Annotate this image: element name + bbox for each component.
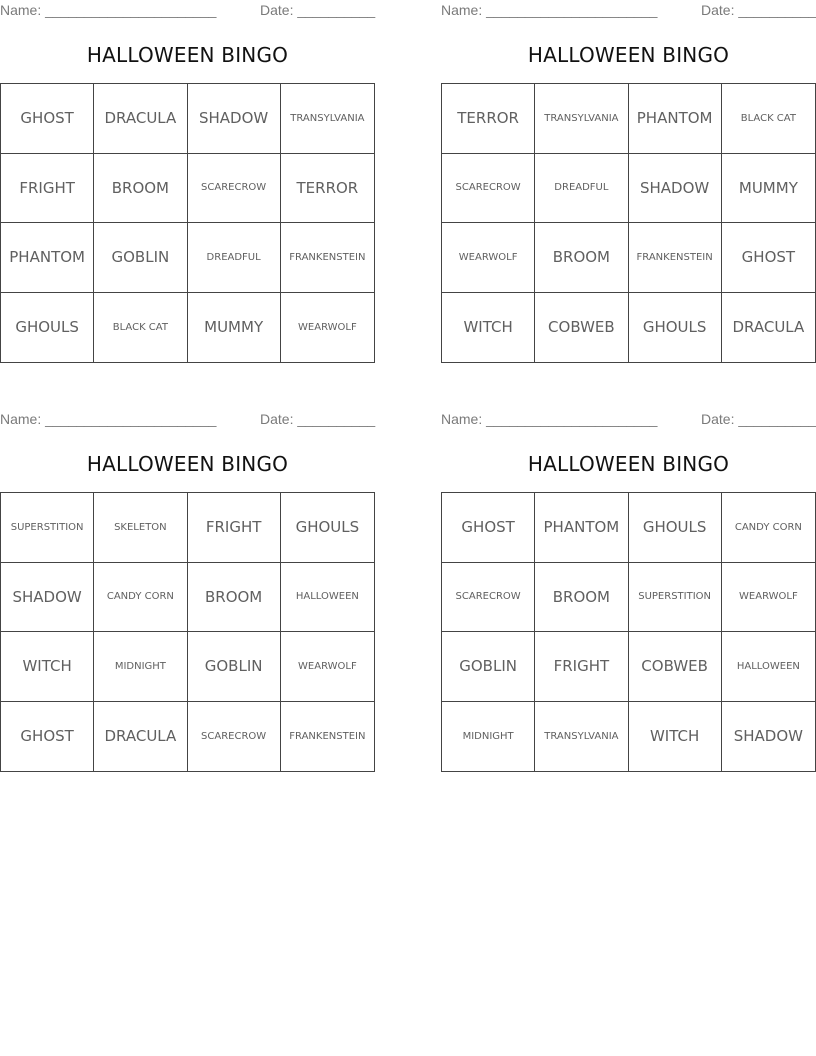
bingo-cell[interactable]: HALLOWEEN: [281, 563, 374, 633]
info-row: [441, 0, 816, 20]
info-row: [0, 409, 375, 429]
bingo-grid: [441, 83, 816, 363]
card-title: HALLOWEEN BINGO: [86, 452, 289, 476]
bingo-card-2: [441, 0, 816, 337]
bingo-cell[interactable]: GOBLIN: [442, 632, 535, 702]
date-field[interactable]: Date: __________: [260, 2, 376, 18]
bingo-cell[interactable]: CANDY CORN: [94, 563, 187, 633]
bingo-cell[interactable]: SUPERSTITION: [629, 563, 722, 633]
date-field[interactable]: Date: __________: [701, 411, 816, 427]
name-field[interactable]: Name: ______________________: [441, 2, 658, 18]
bingo-cell[interactable]: DRACULA: [94, 702, 187, 772]
bingo-cell[interactable]: MIDNIGHT: [442, 702, 535, 772]
bingo-cell[interactable]: MUMMY: [188, 293, 281, 363]
bingo-cell[interactable]: PHANTOM: [535, 493, 628, 563]
bingo-cell[interactable]: GHOULS: [629, 293, 722, 363]
bingo-cell[interactable]: BROOM: [94, 154, 187, 224]
bingo-cell[interactable]: DRACULA: [732, 318, 805, 337]
bingo-cell[interactable]: SUPERSTITION: [1, 493, 94, 563]
bingo-cell[interactable]: DREADFUL: [535, 154, 628, 224]
bingo-cell[interactable]: TERROR: [442, 84, 535, 154]
name-field[interactable]: Name: ______________________: [0, 2, 217, 18]
bingo-cell[interactable]: PHANTOM: [1, 223, 94, 293]
bingo-cell[interactable]: FRIGHT: [188, 493, 281, 563]
bingo-cell[interactable]: MIDNIGHT: [94, 632, 187, 702]
bingo-cell[interactable]: CANDY CORN: [722, 493, 815, 563]
bingo-cell[interactable]: WEARWOLF: [298, 321, 357, 333]
bingo-cell[interactable]: GOBLIN: [94, 223, 187, 293]
bingo-cell[interactable]: GHOST: [722, 223, 815, 293]
bingo-cell[interactable]: SCARECROW: [188, 702, 281, 772]
bingo-cell[interactable]: PHANTOM: [629, 84, 722, 154]
bingo-cell[interactable]: FRIGHT: [535, 632, 628, 702]
info-row: [441, 409, 816, 429]
bingo-cell[interactable]: WEARWOLF: [281, 632, 374, 702]
bingo-cell[interactable]: WITCH: [1, 632, 94, 702]
name-field[interactable]: Name: ______________________: [441, 411, 658, 427]
card-title: HALLOWEEN BINGO: [527, 43, 730, 67]
bingo-cell[interactable]: WITCH: [442, 293, 535, 363]
date-field[interactable]: Date: __________: [701, 2, 816, 18]
bingo-cell[interactable]: FRIGHT: [1, 154, 94, 224]
bingo-cell[interactable]: FRANKENSTEIN: [281, 223, 374, 293]
bingo-cell[interactable]: COBWEB: [535, 293, 628, 363]
name-field[interactable]: Name: ______________________: [0, 411, 217, 427]
info-row: [0, 0, 375, 20]
bingo-cell[interactable]: GHOST: [1, 702, 94, 772]
bingo-cell[interactable]: BROOM: [188, 563, 281, 633]
bingo-card-1: [0, 0, 376, 337]
bingo-card-4: [441, 409, 816, 746]
bingo-cell[interactable]: SKELETON: [94, 493, 187, 563]
bingo-cell[interactable]: HALLOWEEN: [722, 632, 815, 702]
bingo-cell[interactable]: GHOULS: [281, 493, 374, 563]
bingo-cell[interactable]: GHOULS: [629, 493, 722, 563]
bingo-grid: [0, 492, 375, 772]
bingo-cell[interactable]: WEARWOLF: [442, 223, 535, 293]
bingo-cell[interactable]: WITCH: [629, 702, 722, 772]
bingo-cell[interactable]: WEARWOLF: [722, 563, 815, 633]
bingo-cell[interactable]: TRANSYLVANIA: [535, 84, 628, 154]
bingo-cell[interactable]: SHADOW: [733, 727, 803, 746]
bingo-cell[interactable]: TRANSYLVANIA: [535, 702, 628, 772]
bingo-cell[interactable]: DRACULA: [94, 84, 187, 154]
bingo-cell[interactable]: TERROR: [281, 154, 374, 224]
bingo-cell[interactable]: MUMMY: [722, 154, 815, 224]
bingo-cell[interactable]: BROOM: [535, 563, 628, 633]
bingo-cell[interactable]: SHADOW: [188, 84, 281, 154]
bingo-cell[interactable]: GHOST: [442, 493, 535, 563]
bingo-cell[interactable]: SHADOW: [629, 154, 722, 224]
bingo-cell[interactable]: SCARECROW: [442, 563, 535, 633]
bingo-cell[interactable]: SCARECROW: [442, 154, 535, 224]
bingo-card-3: [0, 409, 376, 746]
bingo-cell[interactable]: DREADFUL: [188, 223, 281, 293]
bingo-cell[interactable]: FRANKENSTEIN: [629, 223, 722, 293]
bingo-cell[interactable]: GHOULS: [1, 293, 94, 363]
bingo-cell[interactable]: TRANSYLVANIA: [281, 84, 374, 154]
date-field[interactable]: Date: __________: [260, 411, 376, 427]
bingo-cell[interactable]: BLACK CAT: [94, 293, 187, 363]
bingo-grid: [441, 492, 816, 772]
bingo-cell[interactable]: BROOM: [535, 223, 628, 293]
bingo-cell[interactable]: GOBLIN: [188, 632, 281, 702]
bingo-cell[interactable]: FRANKENSTEIN: [289, 730, 366, 742]
bingo-cell[interactable]: BLACK CAT: [722, 84, 815, 154]
bingo-cell[interactable]: SCARECROW: [188, 154, 281, 224]
bingo-grid: [0, 83, 375, 363]
bingo-cell[interactable]: COBWEB: [629, 632, 722, 702]
bingo-cell[interactable]: GHOST: [1, 84, 94, 154]
bingo-cell[interactable]: SHADOW: [1, 563, 94, 633]
card-title: HALLOWEEN BINGO: [527, 452, 730, 476]
card-title: HALLOWEEN BINGO: [86, 43, 289, 67]
